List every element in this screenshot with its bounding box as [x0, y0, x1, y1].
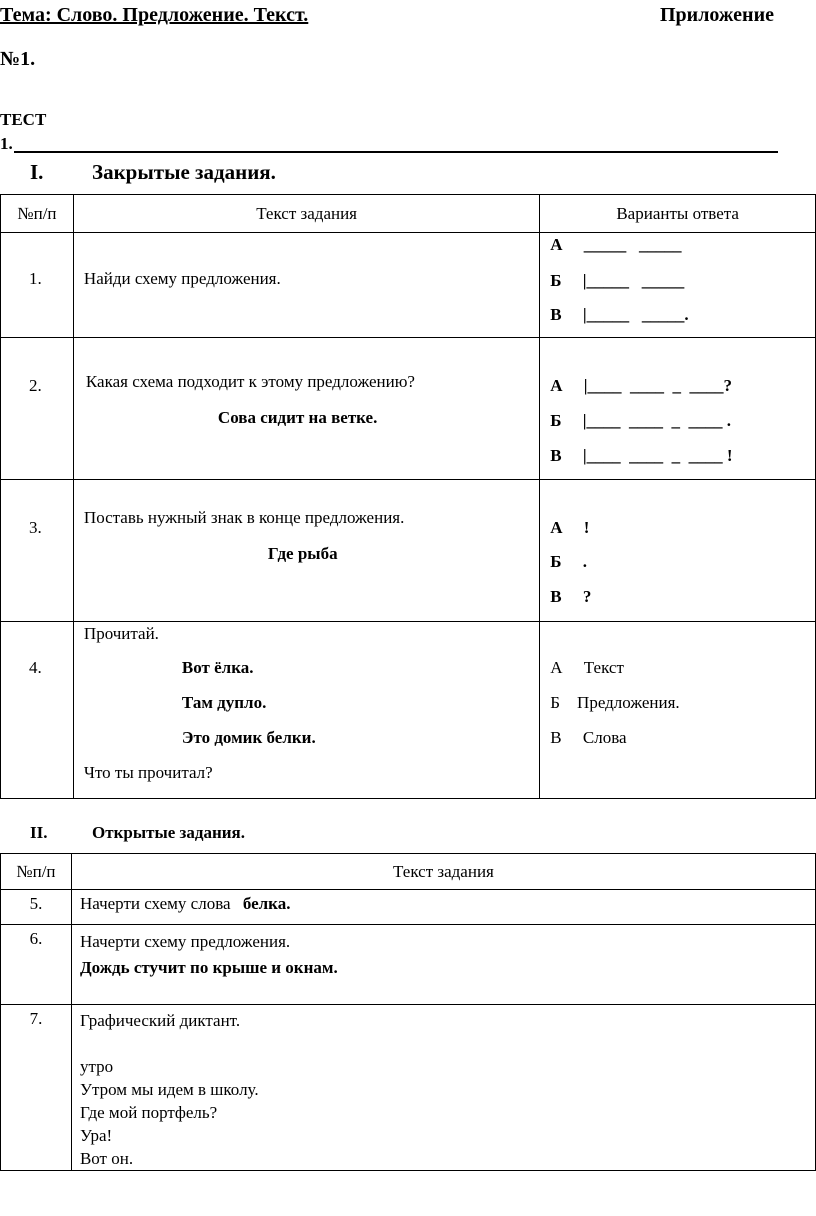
topic-title: Тема: Слово. Предложение. Текст. [0, 4, 309, 26]
task-text: Поставь нужный знак в конце предложения. [83, 508, 405, 527]
open-tasks-table [0, 853, 816, 1171]
table-row [1, 925, 816, 1005]
test-label: ТЕСТ [0, 110, 47, 129]
section2-title: Открытые задания. [92, 823, 245, 842]
row-number: 3. [29, 518, 42, 537]
col-header-num: №п/п [1, 195, 74, 233]
answer-option: Б Предложения. [550, 693, 680, 712]
row-number: 4. [29, 658, 42, 677]
col-header-answers: Варианты ответа [540, 195, 816, 233]
task-text: Найди схему предложения. [83, 269, 281, 288]
table-row [1, 480, 816, 622]
col-header-num: №п/п [1, 854, 72, 890]
answer-option: Б |_____ _____ [550, 271, 685, 290]
answer-option: А _____ _____ [550, 235, 682, 254]
table-row [1, 1005, 816, 1171]
task-text: Прочитай. [83, 624, 159, 643]
table-row [1, 890, 816, 925]
answer-option: Б |____ ____ _ ____ . [550, 411, 732, 430]
answer-option: В ? [550, 587, 592, 606]
answer-option: В |____ ____ _ ____ ! [550, 446, 733, 465]
task-sentence: Дождь стучит по крыше и окнам. [79, 958, 338, 977]
task-sentence: Сова сидит на ветке. [217, 408, 378, 427]
task-text: Какая схема подходит к этому предложению? [85, 372, 415, 391]
task-text: Начерти схему предложения. [79, 932, 291, 951]
dictation-line: Вот он. [79, 1149, 134, 1168]
task-text: Начерти схему слова [79, 894, 231, 913]
reading-line: Там дупло. [181, 693, 267, 712]
section1-roman: I. [30, 160, 44, 184]
section1-title: Закрытые задания. [92, 160, 276, 184]
dictation-line: утро [79, 1057, 114, 1076]
dictation-line: Ура! [79, 1126, 113, 1145]
task-question: Что ты прочитал? [83, 763, 213, 782]
table-row [1, 233, 816, 338]
dictation-line: Где мой портфель? [79, 1103, 218, 1122]
col-header-task: Текст задания [71, 854, 815, 890]
col-header-task: Текст задания [73, 195, 539, 233]
row-number: 6. [1, 925, 72, 1005]
row-number: 5. [1, 890, 72, 925]
answer-option: В Слова [550, 728, 627, 747]
section2-roman: II. [30, 823, 48, 842]
row-number: 2. [29, 376, 42, 395]
table-row [1, 622, 816, 799]
answer-option: А Текст [550, 658, 624, 677]
task-text: Графический диктант. [79, 1011, 241, 1030]
row-number: 1. [29, 269, 42, 288]
reading-line: Вот ёлка. [181, 658, 254, 677]
answer-option: А ! [550, 518, 590, 537]
reading-line: Это домик белки. [181, 728, 316, 747]
appendix-label: Приложение [660, 4, 774, 26]
appendix-number: №1. [0, 48, 36, 70]
task-sentence: Где рыба [267, 544, 338, 563]
answer-option: В |_____ _____. [550, 305, 689, 324]
test-number: 1. [0, 134, 13, 153]
row-number: 7. [1, 1005, 72, 1171]
answer-option: Б . [550, 552, 588, 571]
table-row [1, 338, 816, 480]
closed-tasks-table [0, 194, 816, 799]
test-underline [14, 151, 778, 153]
task-word: белка. [242, 894, 291, 913]
dictation-line: Утром мы идем в школу. [79, 1080, 259, 1099]
answer-option: А |____ ____ _ ____? [550, 376, 733, 395]
